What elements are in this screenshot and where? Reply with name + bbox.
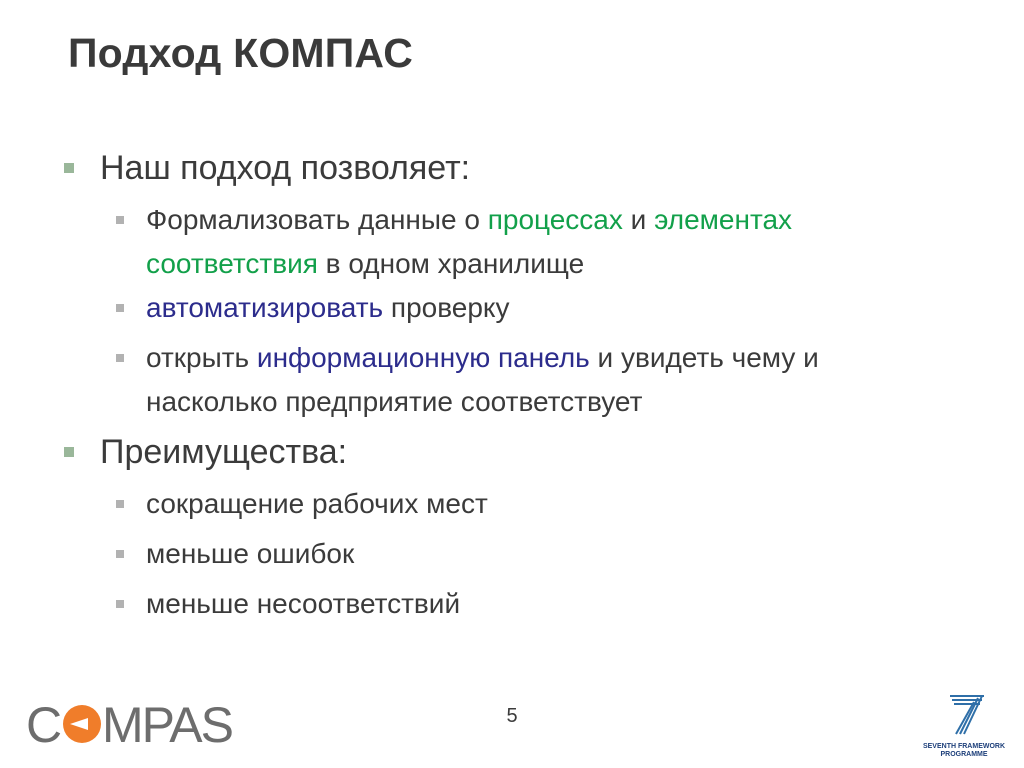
square-bullet-icon (116, 354, 124, 362)
text-run: и увидеть чему и насколько предприятие соответствует (146, 342, 819, 417)
sub-bullet-text (146, 286, 956, 330)
text-run: и (622, 204, 655, 235)
highlight-dashboard: информационную панель (256, 342, 590, 373)
bullet-text: Преимущества: (100, 433, 348, 471)
svg-text:C: C (26, 697, 62, 753)
square-bullet-icon (116, 550, 124, 558)
sub-bullet-text: сокращение рабочих мест (146, 488, 488, 519)
highlight-compliance-elements: элементах соответствия (146, 204, 793, 279)
square-bullet-icon (116, 600, 124, 608)
bullet-advantages (0, 432, 1024, 472)
bullet-approach (0, 148, 1024, 188)
sub-bullet-text (146, 198, 956, 286)
square-bullet-icon (64, 447, 74, 457)
page-number: 5 (506, 705, 518, 727)
slide-title: Подход КОМПАС (68, 30, 414, 76)
fp7-line2: PROGRAMME (940, 751, 988, 758)
sub-bullet-fewer-noncompliance (0, 582, 1024, 626)
text-run: проверку (383, 292, 510, 323)
bullet-text: Наш подход позволяет: (100, 149, 471, 187)
square-bullet-icon (64, 163, 74, 173)
fp7-line1: SEVENTH FRAMEWORK (922, 743, 1006, 750)
sub-bullet-fewer-errors (0, 532, 1024, 576)
compas-logo (26, 694, 232, 754)
square-bullet-icon (116, 304, 124, 312)
sub-bullet-text: меньше ошибок (146, 538, 355, 569)
sub-bullet-formalize (0, 198, 1024, 286)
svg-text:MPAS: MPAS (102, 697, 232, 753)
sub-bullet-dashboard (0, 336, 1024, 424)
square-bullet-icon (116, 500, 124, 508)
square-bullet-icon (116, 216, 124, 224)
sub-bullet-fewer-jobs (0, 482, 1024, 526)
sub-bullet-text: меньше несоответствий (146, 588, 461, 619)
text-run: открыть (146, 342, 257, 373)
highlight-automate: автоматизировать (146, 292, 384, 323)
sub-bullet-automate (0, 286, 1024, 330)
text-run: Формализовать данные о (146, 204, 488, 235)
text-run: в одном хранилище (317, 248, 585, 279)
sub-bullet-text (146, 336, 956, 424)
highlight-processes: процессах (487, 204, 623, 235)
fp7-seven-icon (950, 696, 984, 734)
fp7-logo (924, 690, 1004, 762)
